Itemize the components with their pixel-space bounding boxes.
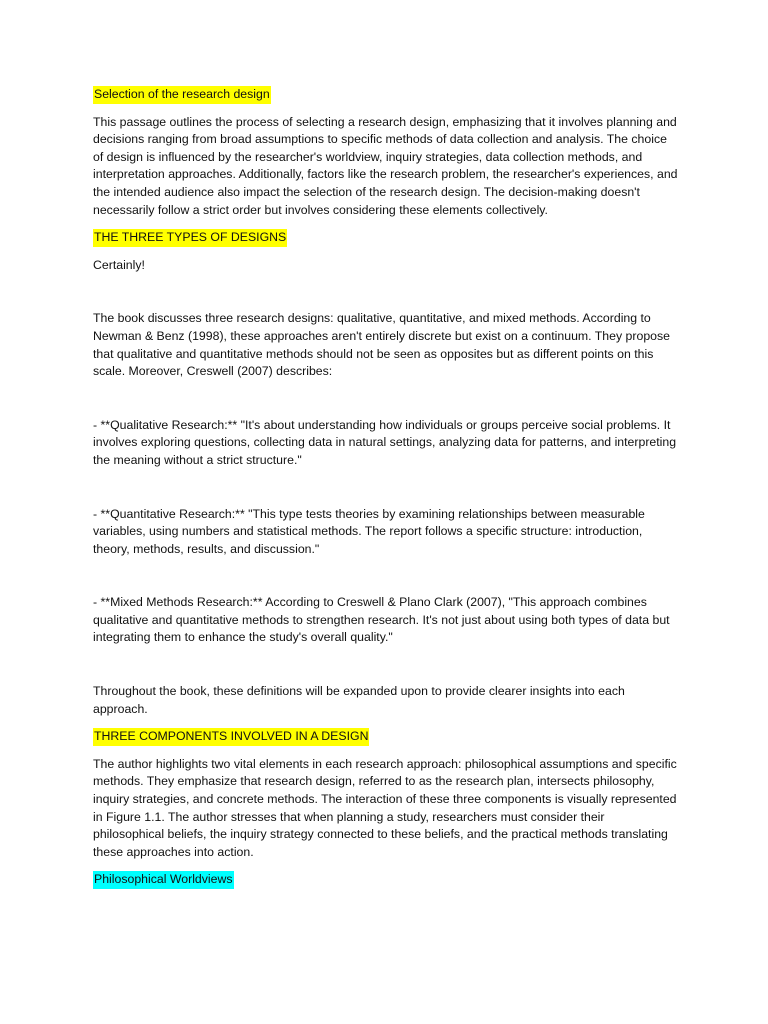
qualitative-bullet: - **Qualitative Research:** "It's about understanding how individuals or groups perceive social problems. It involves exploring questions, collecting data in natural settings, analyzing data for patterns, and interpreting the meaning without a strict structure." (93, 417, 677, 467)
three-types-heading-wrap (93, 229, 678, 247)
selection-paragraph: This passage outlines the process of selecting a research design, emphasizing that it involves planning and decisions ranging from broad assumptions to specific methods of data collection and analysis. The choice of design is influenced by the researcher's worldview, inquiry strategies, data collection methods, and interpretation approaches. Additionally, factors like the research problem, the researcher's experiences, and the intended audience also impact the selection of the research design. The decision-making doesn't necessarily follow a strict order but involves considering these elements collectively. (93, 114, 678, 217)
document-page (93, 86, 678, 889)
selection-heading: Selection of the research design (93, 86, 271, 104)
designs-paragraph: The book discusses three research designs: qualitative, quantitative, and mixed methods. According to Newman & Benz (1998), these approaches aren't entirely discrete but exist on a continuum. They propose that qualitative and quantitative methods should not be seen as opposites but as different points on this scale. Moreover, Creswell (2007) describes: (93, 311, 670, 379)
three-types-heading: THE THREE TYPES OF DESIGNS (93, 229, 287, 247)
components-heading-wrap (93, 728, 678, 746)
selection-heading-wrap (93, 86, 678, 104)
worldviews-heading-wrap (93, 871, 678, 889)
throughout-paragraph: Throughout the book, these definitions will be expanded upon to provide clearer insights into each approach. (93, 684, 625, 716)
worldviews-heading: Philosophical Worldviews (93, 871, 234, 889)
certainly-text: Certainly! (93, 257, 145, 272)
mixed-methods-bullet: - **Mixed Methods Research:** According to Creswell & Plano Clark (2007), "This approach combines qualitative and quantitative methods to strengthen research. It's not just about using both types of data but integrating them to enhance the study's overall quality." (93, 595, 670, 645)
components-paragraph: The author highlights two vital elements in each research approach: philosophical assumptions and specific methods. They emphasize that research design, referred to as the research plan, intersects philosophy, inquiry strategies, and concrete methods. The interaction of these three components is visually represented in Figure 1.1. The author stresses that when planning a study, researchers must consider their philosophical beliefs, the inquiry strategy connected to these beliefs, and the practical methods translating these approaches into action. (93, 756, 677, 859)
components-heading: THREE COMPONENTS INVOLVED IN A DESIGN (93, 728, 369, 746)
quantitative-bullet: - **Quantitative Research:** "This type tests theories by examining relationships between measurable variables, using numbers and statistical methods. The report follows a specific structure: introduction, theory, methods, results, and discussion." (93, 506, 645, 556)
